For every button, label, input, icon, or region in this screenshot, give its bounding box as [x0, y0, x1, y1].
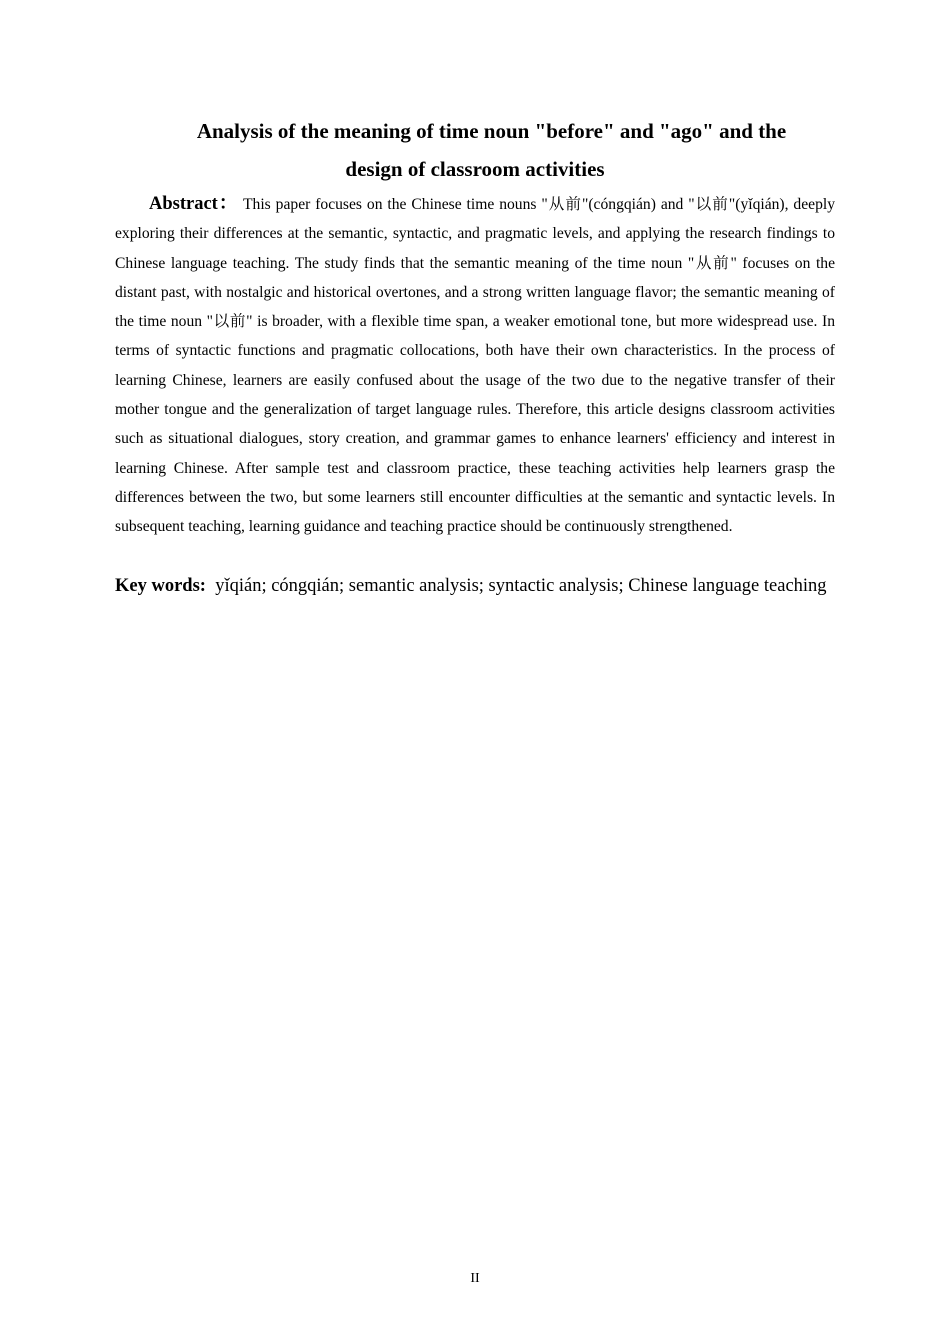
- abstract-text: This paper focuses on the Chinese time nouns "从前"(cóngqián) and "以前"(yǐqián), deeply exploring their differences at the semantic, syntactic, and pragmatic levels, and applying the research findings to Chinese language teaching. The study finds that the semantic meaning of the time noun "从前" focuses on the distant past, with nostalgic and historical overtones, and a strong written language flavor; the semantic meaning of the time noun "以前" is broader, with a flexible time span, a weaker emotional tone, but more widespread use. In terms of syntactic functions and pragmatic collocations, both have their own characteristics. In the process of learning Chinese, learners are easily confused about the usage of the two due to the negative transfer of their mother tongue and the generalization of target language rules. Therefore, this article designs classroom activities such as situational dialogues, story creation, and grammar games to enhance learners' efficiency and interest in learning Chinese. After sample test and classroom practice, these teaching activities help learners grasp the differences between the two, but some learners still encounter difficulties at the semantic and syntactic levels. In subsequent teaching, learning guidance and teaching practice should be continuously strengthened.: [115, 196, 835, 536]
- abstract-paragraph: [115, 190, 835, 542]
- page-number: II: [470, 1271, 480, 1286]
- paper-title: [115, 112, 835, 188]
- keywords-label: Key words:: [115, 576, 206, 596]
- abstract-label: Abstract：: [149, 194, 239, 214]
- title-line-2: design of classroom activities: [345, 157, 605, 181]
- keywords-text: yǐqián; cóngqián; semantic analysis; syntactic analysis; Chinese language teaching: [215, 576, 827, 596]
- keywords-paragraph: [115, 570, 835, 603]
- title-line-1: Analysis of the meaning of time noun "before" and "ago" and the: [196, 119, 787, 143]
